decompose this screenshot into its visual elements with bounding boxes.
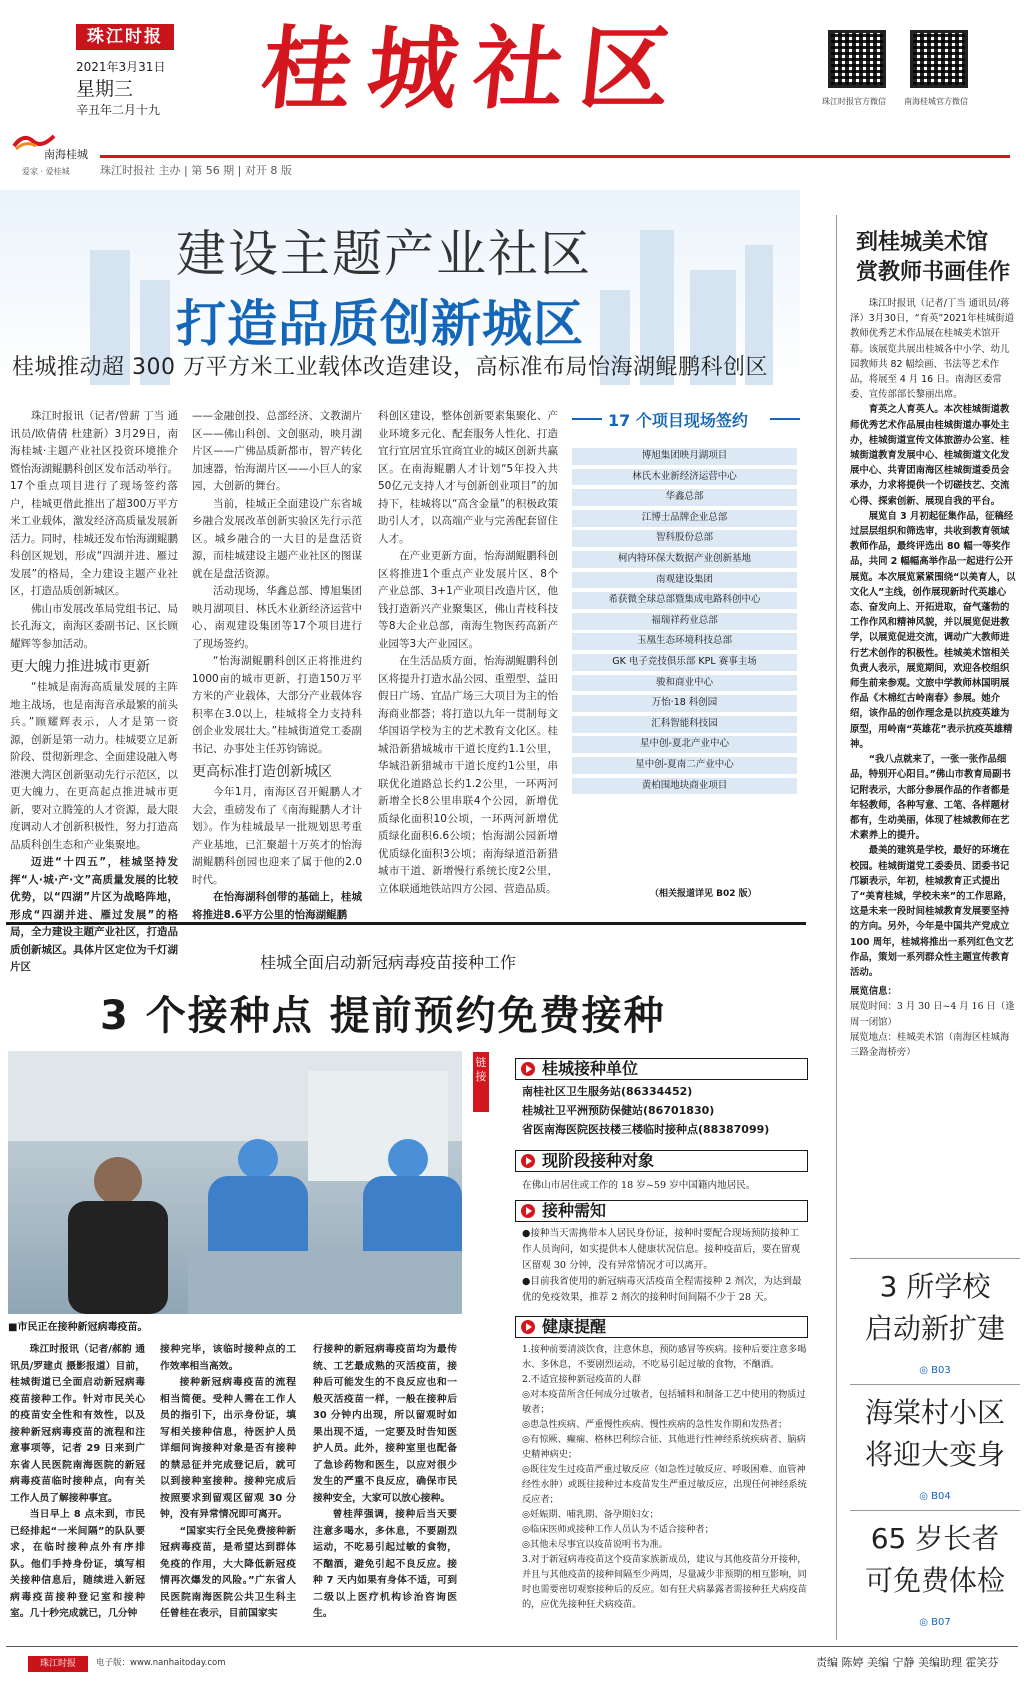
paragraph: 当前，桂城正全面建设广东省城乡融合发展改革创新实验区先行示范区。城乡融合的一大目的是盘活资源，而桂城建设主题产业社区的图谋就在是盘活资源。 bbox=[192, 497, 362, 580]
side-headline-line: 赏教师书画佳作 bbox=[856, 260, 1011, 285]
related-report-note: （相关报道详见 B02 版） bbox=[650, 889, 757, 899]
vaccine-headline: 3 个接种点 提前预约免费接种 bbox=[100, 993, 666, 1039]
health-text bbox=[522, 1342, 807, 1612]
footer-site: 电子版：www.nanhaitoday.com bbox=[96, 1658, 226, 1668]
units-list bbox=[522, 1082, 807, 1139]
teaser-elderly[interactable] bbox=[850, 1518, 1020, 1644]
notice-header bbox=[515, 1200, 808, 1222]
page-ref: ◎ B04 bbox=[919, 1491, 951, 1502]
paragraph: ◎有惊厥、癫痫、格林巴利综合征、其他进行性神经系统疾病者、脑病史精神病史； bbox=[522, 1434, 806, 1460]
list-item: 博旭集团映月湖项目 bbox=[572, 448, 797, 465]
paragraph: 在怡海湖科创带的基础上，桂城将推进8.6平方公里的怡海湖鲲鹏 bbox=[192, 891, 362, 921]
vaccine-column-3 bbox=[313, 1342, 457, 1623]
lunar-date: 辛丑年二月十九 bbox=[76, 103, 161, 117]
paragraph: 佛山市发展改革局党组书记、局长孔海文，南海区委副书记、区长顾耀辉等参加活动。 bbox=[10, 602, 178, 650]
list-item: 南观建设集团 bbox=[572, 572, 797, 589]
list-item: 南桂社区卫生服务站(86334452) bbox=[522, 1085, 693, 1098]
paragraph: 珠江时报讯（记者/丁当 通讯员/蒋泽）3月30日，“育英”2021年桂城街道教师优秀艺术作品展在桂城美术馆开幕。该展览共展出桂城各中小学、幼儿园教师共 82 幅绘画、书法等艺术作品，将展至 4 月 16 日。南海区委常委、宣传部部长黎丽出席。 bbox=[850, 298, 1014, 401]
exhibit-place: 展览地点：桂城美术馆（南海区桂城海三路金海桥旁） bbox=[850, 1031, 1010, 1058]
teaser-line: 将迎大变身 bbox=[864, 1438, 1005, 1471]
target-icon: ◎ bbox=[919, 1365, 932, 1376]
list-item: 万怡·18 科创园 bbox=[572, 695, 797, 712]
page-ref: ◎ B03 bbox=[919, 1365, 951, 1376]
paragraph: “我八点就来了，一张一张作品细品，特别开心阳目。”佛山市教育局副书记附表示，大部分参展作品的作者都是年轻教师，各种写意、工笔、各样题材都有，生动美丽，体现了桂城教师在艺术素养上的提升。 bbox=[850, 754, 1011, 842]
target-text: 在佛山市居住或工作的 18 岁~59 岁中国籍内地居民。 bbox=[522, 1180, 756, 1191]
exhibit-info-head: 展览信息： bbox=[850, 986, 897, 998]
target-icon: ◎ bbox=[919, 1617, 932, 1628]
teaser-haitang[interactable] bbox=[850, 1392, 1020, 1518]
teaser-line: 65 岁长者 bbox=[870, 1522, 1000, 1555]
paragraph: 行接种的新冠病毒疫苗均为最传统、工艺最成熟的灭活疫苗，接种后可能发生的不良反应也和一般灭活疫苗一样，一般在接种后 30 分钟内出现，所以留观时如果出现不适，一定要及时告知医护人员。此外，接种室里也配备了急诊药物和医生，以应对很少发生的严重不良反应，确保市民接种安全，大家可以放心接种。 bbox=[313, 1344, 457, 1504]
list-item: 福瑞祥药业总部 bbox=[572, 613, 797, 630]
play-arrow-icon bbox=[521, 1204, 535, 1218]
link-tab: 链接 bbox=[473, 1052, 489, 1112]
paragraph: 3.对于新冠病毒疫苗这个疫苗家族新成员，建议与其他疫苗分开接种，并且与其他疫苗的接种间隔至少两周，尽量减少非预期的相互影响，同时也需要密切观察接种后的反应。如有狂犬病暴露者需接种狂犬病疫苗的，应优先接种狂犬病疫苗。 bbox=[522, 1554, 807, 1610]
list-item: 玉凰生态环境科技总部 bbox=[572, 633, 797, 650]
list-item: 骏和商业中心 bbox=[572, 675, 797, 692]
paragraph: ◎既往发生过疫苗严重过敏反应（如急性过敏反应、呼吸困难、血管神经性水肿）或既往接种过本疫苗发生严重过敏反应，出现任何神经系统反应者； bbox=[522, 1464, 807, 1505]
lead-column-1 bbox=[10, 408, 178, 977]
side-headline bbox=[856, 228, 1010, 288]
brand-tag: 爱家 · 爱桂城 bbox=[22, 167, 70, 176]
projects-list bbox=[572, 448, 797, 798]
paragraph: 今年1月，南海区召开鲲鹏人才大会，重磅发布了《南海鲲鹏人才计划》。作为桂城最早一批规划思考重产业基地，已汇聚超十万英才的怡海湖鲲鹏科创园也迎来了属于他的2.0时代。 bbox=[192, 786, 362, 886]
list-item: 华鑫总部 bbox=[572, 489, 797, 506]
paragraph: 活动现场，华鑫总部、博旭集团映月湖项目、林氏木业新经济运营中心、南观建设集团等17个项目进行了现场签约。 bbox=[192, 585, 362, 650]
paragraph: ●接种当天需携带本人居民身份证，接种时要配合现场预防接种工作人员询问，如实提供本人健康状况信息。接种疫苗后，要在留观区留观 30 分钟，没有异常情况才可以离开。 bbox=[522, 1228, 801, 1271]
list-item: 汇科智能科技园 bbox=[572, 716, 797, 733]
lead-column-3 bbox=[378, 408, 558, 898]
title-rule bbox=[572, 418, 602, 420]
notice-header-label: 接种需知 bbox=[542, 1201, 607, 1220]
paragraph: “国家实行全民免费接种新冠病毒疫苗，是希望达到群体免疫的作用，大大降低新冠疫情再次爆发的风险。”广东省人民医院南海医院公共卫生科主任曾桂在表示，目前国家实 bbox=[160, 1525, 296, 1619]
target-icon: ◎ bbox=[919, 1491, 932, 1502]
issue-date: 2021年3月31日 bbox=[76, 60, 166, 74]
list-item: GK 电子竞技俱乐部 KPL 赛事主场 bbox=[572, 654, 797, 671]
masthead-title: 桂城社区 bbox=[256, 16, 692, 122]
paragraph: ◎患急性疾病、严重慢性疾病、慢性疾病的急性发作期和发热者； bbox=[522, 1419, 788, 1430]
lead-headline-highlight: 打造品质创新城区 bbox=[176, 295, 584, 353]
side-headline-line: 到桂城美术馆 bbox=[856, 230, 989, 255]
lead-column-2 bbox=[192, 408, 362, 924]
paragraph: 科创区建设，整体创新要素集聚化、产业环境多元化、配套服务人性化、打造宜行宜居宜乐宜商宜业的城区创新共赢区。在南海鲲鹏人才计划“5年投入共50亿元支持人才与创新创业项目”的加持下，桂城将以“高含金量”的积极政策助引人才，以高端产业与完善配套留住人才。 bbox=[378, 410, 558, 545]
paragraph: ◎对本疫苗所含任何成分过敏者，包括辅料和制备工艺中使用的物质过敏者； bbox=[522, 1389, 806, 1415]
paragraph: 当日早上 8 点未到，市民已经排起“一米间隔”的队队要求，在临时接种点外有序排队。他们手持身份证，填写相关接种信息后，随续进入新冠病毒疫苗接种登记室和接种室。几十秒完成就已，几分钟 bbox=[10, 1509, 145, 1619]
units-header-label: 桂城接种单位 bbox=[542, 1059, 639, 1078]
exhibit-time: 展览时间：3 月 30 日~4 月 16 日（逢周一闭馆） bbox=[850, 1001, 1015, 1028]
vaccination-photo bbox=[8, 1051, 462, 1314]
paragraph: 迈进“十四五”，桂城坚持发挥“人·城·产·文”高质量发展的比较优势，以“四湖”片区为战略阵地，形成“四湖并进、雁过发展”的格局，全力建设主题产业社区，打造品质创新城区。具体片区定位为千灯湖片区 bbox=[10, 856, 178, 973]
teaser-divider bbox=[850, 1510, 1020, 1511]
target-header-label: 现阶段接种对象 bbox=[542, 1151, 655, 1170]
paragraph: 曾桂萍强调，接种后当天要注意多喝水，多休息，不要剧烈运动，不吃易引起过敏的食物，不酗酒，避免引起不良反应。接种 7 天内如果有身体不适，可到二级以上医疗机构诊治咨询医生。 bbox=[313, 1509, 457, 1619]
list-item: 江博士品牌企业总部 bbox=[572, 510, 797, 527]
paper-logo: 珠江时报 bbox=[76, 24, 174, 50]
teaser-line: 启动新扩建 bbox=[864, 1312, 1005, 1345]
section-subhead: 更高标准打造创新城区 bbox=[192, 764, 332, 780]
play-arrow-icon bbox=[521, 1062, 535, 1076]
list-item: 星中创-夏北产业中心 bbox=[572, 736, 797, 753]
teaser-line: 3 所学校 bbox=[879, 1270, 991, 1303]
play-arrow-icon bbox=[521, 1320, 535, 1334]
paragraph: 接种完毕，该临时接种点的工作效率相当高效。 bbox=[160, 1344, 296, 1372]
list-item: 桂城社卫平洲预防保健站(86701830) bbox=[522, 1104, 715, 1117]
footer-credits: 责编 陈婷 美编 宁静 美编助理 霍笑芬 bbox=[816, 1656, 999, 1669]
paragraph: “桂城是南海高质量发展的主阵地主战场，也是南海音承最繁的前头兵。”顾耀辉表示，人才是第一资源，创新是第一动力。桂城要立足新阶段、贯彻新理念、全面建设融入粤港澳大湾区创新驱动先行示范区，以更大魄力、在更高起点推进城市更新，要对立腾笼的人才资源，最大限度调动人才创新积极性，努力打造高品质科创生态和产业集聚地。 bbox=[10, 681, 178, 851]
qr-code-icon bbox=[828, 30, 886, 88]
paragraph: ——金融创投、总部经济、文教湖片区——佛山科创、文创驱动，映月湖片区——广佛品质新都市，智产转化加速器，怡海湖片区——小巨人的家园，大创新的舞台。 bbox=[192, 410, 362, 492]
list-item: 星中创-夏南二产业中心 bbox=[572, 757, 797, 774]
footer-rule bbox=[6, 1646, 1018, 1647]
list-item: 黄柏围地块商业项目 bbox=[572, 778, 797, 795]
teaser-line: 海棠村小区 bbox=[864, 1396, 1005, 1429]
paragraph: 展览自 3 月初起征集作品，征稿经过层层组织和筛选审，共收到教育领域教师作品，最终评选出 80 幅一等奖作品，共同 2 幅幅高举作品一起进行公开展览。本次展览紧紧围绕“以美育人，以文化人”主线，创作展现新时代英雄心态、奋发向上、开拓进取，奋气蓬勃的工作作风和精神风貌，并以展览促进教学，以展览促进交流，调动广大教师进行艺术创作的积极性。桂城美术馆相关负责人表示，展览期间，欢迎各校组织师生前来参观。文旅中学教师林国明展作品《木棉红古岭南春》参展。她介绍，该作品的创作理念是以抗疫英雄为原型，用岭南“英雄花”表示抗疫英雄精神。 bbox=[850, 510, 1016, 750]
vaccine-column-1 bbox=[10, 1342, 145, 1623]
qr-caption: 珠江时报官方微信 bbox=[822, 97, 886, 106]
page-ref: ◎ B07 bbox=[919, 1617, 951, 1628]
paragraph: ◎临床医师或接种工作人员认为不适合接种者； bbox=[522, 1524, 714, 1535]
paragraph: 珠江时报讯（记者/曾薪 丁当 通讯员/欧倩倩 杜建新）3月29日，南海桂城·主题产业社区投资环境推介暨怡海湖鲲鹏科创区发布活动举行。17个重点项目进行了现场签约落户，桂城更借此推出了超300万平方米工业载体，激发经济高质量发展新活力。同时，桂城还发布怡海湖鲲鹏科创区规划，形成“四湖并进、雁过发展”的格局，全力建设主题产业社区，打造品质创新城区。 bbox=[10, 410, 178, 597]
issue-weekday: 星期三 bbox=[76, 78, 134, 100]
paragraph: ●目前我省使用的新冠病毒灭活疫苗全程需接种 2 剂次，为达到最优的免疫效果，推荐 2 剂次的接种时间间隔不少于 28 天。 bbox=[522, 1276, 802, 1303]
masthead-rule bbox=[100, 155, 1010, 158]
target-header bbox=[515, 1150, 808, 1172]
vaccine-kicker: 桂城全面启动新冠病毒疫苗接种工作 bbox=[260, 953, 517, 972]
brand-name: 南海桂城 bbox=[44, 148, 88, 161]
column-divider bbox=[836, 215, 837, 1640]
qr-caption: 南海桂城官方微信 bbox=[904, 97, 968, 106]
notice-text bbox=[522, 1226, 807, 1306]
teaser-divider bbox=[850, 1258, 1020, 1259]
list-item: 智科股份总部 bbox=[572, 530, 797, 547]
list-item: 希获微全球总部暨集成电路科创中心 bbox=[572, 592, 797, 609]
list-item: 林氏木业新经济运营中心 bbox=[572, 469, 797, 486]
paragraph: 在产业更新方面，怡海湖鲲鹏科创区将推进1个重点产业发展片区、8个产业总部、3+1产业项目改造片区，他钱打造新兴产业聚集区，佛山青枝科技等8大企业总部，南海生物医药高新产业园等3大产业园区。 bbox=[378, 550, 558, 650]
side-article bbox=[850, 296, 1016, 1060]
lead-headline: 建设主题产业社区 bbox=[176, 225, 592, 283]
projects-title: 17 个项目现场签约 bbox=[608, 411, 748, 430]
footer-logo: 珠江时报 bbox=[28, 1656, 88, 1672]
teaser-line: 可免费体检 bbox=[864, 1564, 1005, 1597]
title-rule bbox=[770, 418, 800, 420]
health-header bbox=[515, 1316, 808, 1338]
units-header bbox=[515, 1058, 808, 1080]
paragraph: 1.接种前要清淡饮食，注意休息，预防感冒等疾病。接种后要注意多喝水、多休息，不要剧烈运动，不吃易引起过敏的食物，不酗酒。 bbox=[522, 1344, 807, 1370]
paragraph: 育英之人育英人。本次桂城街道教师优秀艺术作品展由桂城街道办事处主办，桂城街道宣传文体旅游办公室、桂城街道教育发展中心、桂城街道文化发展中心、共青团南海区桂城街道委员会承办，力求将提供一个切磋技艺、交流心得、探索创新、展现自我的平台。 bbox=[850, 404, 1010, 507]
teaser-schools[interactable] bbox=[850, 1266, 1020, 1392]
lead-subheadline: 桂城推动超 300 万平方米工业载体改造建设，高标准布局怡海湖鲲鹏科创区 bbox=[12, 355, 768, 380]
photo-caption: ■市民正在接种新冠病毒疫苗。 bbox=[8, 1322, 148, 1333]
paragraph: 接种新冠病毒疫苗的流程相当简便。受种人需在工作人员的指引下，出示身份证，填写相关接种信息，待医护人员详细问询接种对象是否有接种的禁忌征并完成登记后，就可以到接种室接种。接种完成后按照要求到留观区留观 30 分钟，没有异常情况即可离开。 bbox=[160, 1377, 296, 1520]
qr-code-icon bbox=[910, 30, 968, 88]
paragraph: 2.不适宜接种新冠疫苗的人群 bbox=[522, 1374, 642, 1385]
teaser-divider bbox=[850, 1384, 1020, 1385]
health-header-label: 健康提醒 bbox=[542, 1317, 607, 1336]
vaccine-column-2 bbox=[160, 1342, 296, 1623]
paragraph: 最美的建筑是学校，最好的环境在校园。桂城街道党工委委员、团委书记邝颖表示，年初，桂城教育正式提出了“美育桂城，学校未来”的工作思路，这是未来一段时间桂城教育发展要坚持的方向。另外，今年是中国共产党成立 100 周年，桂城将推出一系列红色文艺作品，策划一系列群众性主题宣传教育活动。 bbox=[850, 845, 1014, 978]
list-item: 省医南海医院医技楼三楼临时接种点(88387099) bbox=[522, 1123, 770, 1136]
issue-byline: 珠江时报社 主办 | 第 56 期 | 对开 8 版 bbox=[100, 164, 292, 177]
play-arrow-icon bbox=[521, 1154, 535, 1168]
section-subhead: 更大魄力推进城市更新 bbox=[10, 659, 150, 675]
paragraph: “怡海湖鲲鹏科创区正将推进约1000亩的城市更新，打造150万平方米的产业载体，大部分产业载体容积率在3.0以上，桂城将全力支持科创企业发展壮大。”桂城街道党工委副书记、办事处主任苏钧锦说。 bbox=[192, 655, 362, 755]
paragraph: ◎其他未尽事宜以疫苗说明书为准。 bbox=[522, 1539, 668, 1550]
section-divider bbox=[6, 922, 806, 925]
paragraph: 在生活品质方面，怡海湖鲲鹏科创区将提升打造水晶公园、重塑型、益田假日广场、宜品广场三大项目为主的怡海商业都荟；将打造以九年一贯制每文华国语学校为主的艺术教育文化区。桂城沿新猎城城市干道长度约1.1公里，华城沿新猎城市干道长度约1公里，串联优化道路总长约1.2公里，一环两河新增全长8公里串联4个公园，新增优质绿化面积10公顷，一环两河新增优质绿化面积6.6公顷；怡海湖公园新增优质绿化面积3公顷；南海绿道沿新猎城市干道、新增慢行系统长度2公里，立体联通地铁站四方公园、营造品质。 bbox=[378, 655, 558, 895]
paragraph: ◎妊娠期、哺乳期、备孕期妇女； bbox=[522, 1509, 659, 1520]
paragraph: 珠江时报讯（记者/郝韵 通讯员/罗建贞 摄影报道）目前，桂城街道已全面启动新冠病毒疫苗接种工作。针对市民关心的疫苗安全性和有效性，以及接种新冠病毒疫苗的流程和注意事项等，记者 29 日来到广东省人民医院南海医院的新冠病毒疫苗临时接种点，向有关工作人员了解接种事宜。 bbox=[10, 1344, 145, 1504]
list-item: 柯内特环保大数据产业创新基地 bbox=[572, 551, 797, 568]
